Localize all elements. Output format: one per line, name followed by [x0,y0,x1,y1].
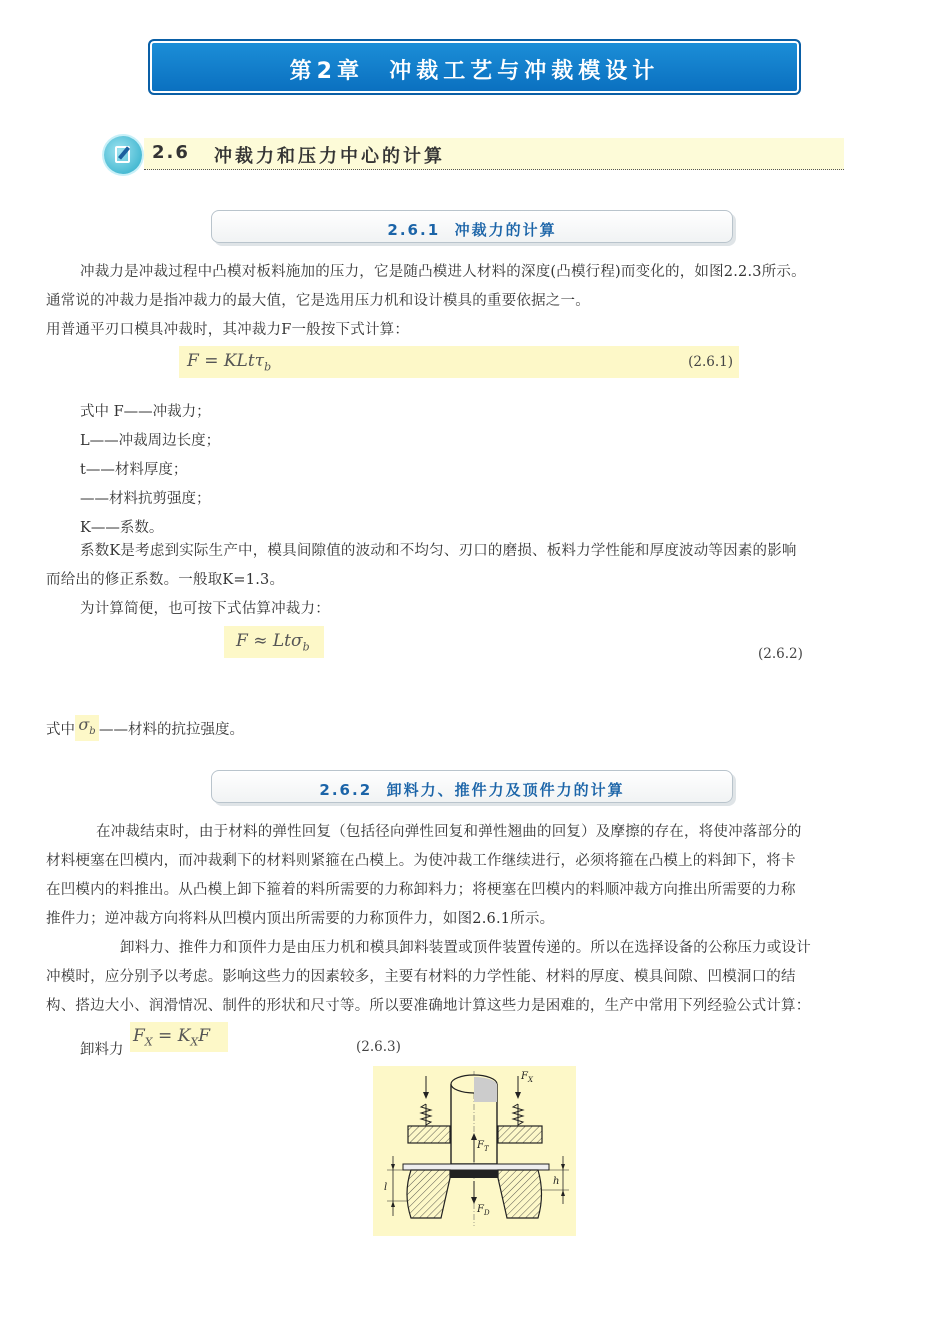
formula-label: 卸料力 [80,1042,124,1058]
paragraph: 在冲裁结束时，由于材料的弹性回复（包括径向弹性回复和弹性翘曲的回复）及摩擦的存在，将使冲落部分的 [96,824,802,840]
paragraph: 为计算简便，也可按下式估算冲裁力： [80,601,330,617]
svg-text:FT: $F_T$ [477,1140,489,1153]
subsection-title: 2.6.2 卸料力、推件力及顶件力的计算 [319,781,625,799]
svg-text:h: h [553,1176,560,1187]
chapter-title: 第2章 冲裁工艺与冲裁模设计 [289,59,660,84]
paragraph: 冲模时，应分别予以考虑。影响这些力的因素较多，主要有材料的力学性能、材料的厚度、模具间隙、凹模洞口的结 [46,969,796,985]
punch-die-force-figure [373,1066,576,1236]
subsection-header-2-6-2 [211,770,733,803]
definition-line: K——系数。 [80,520,164,536]
equation-number: (2.6.1) [688,354,733,370]
svg-text:FX: $F_X$ [521,1071,533,1084]
formula-box-2-6-3 [130,1022,228,1052]
paragraph: 构、搭边大小、润滑情况、制件的形状和尺寸等。所以要准确地计算这些力是困难的，生产中常用下列经验公式计算： [46,998,811,1014]
notepad-pen-icon [104,136,142,174]
section-number: 2.6 [152,142,190,163]
svg-text:FD: $F_D$ [477,1204,490,1217]
paragraph: 而给出的修正系数。一般取K=1.3。 [46,572,285,588]
paragraph: 冲裁力是冲裁过程中凸模对板料施加的压力，它是随凸模进人材料的深度(凸模行程)而变化的，如图2.2.3所示。 [80,264,806,280]
definition-line: L——冲裁周边长度； [80,433,221,449]
paragraph: 在凹模内的料推出。从凸模上卸下箍着的料所需要的力称卸料力；将梗塞在凹模内的料顺冲裁方向推出所需要的力称 [46,882,796,898]
chapter-banner [148,39,801,95]
formula-box-2-6-2 [224,626,324,658]
where-clause: 式中 $\sigma_b$ ——材料的抗拉强度。 [46,715,244,741]
svg-text:l: l [384,1182,388,1193]
formula-2-6-2: F ≈ Ltσ$_b$ [236,631,310,654]
equation-number: (2.6.3) [356,1039,401,1055]
definition-line: 式中 F——冲裁力； [80,404,211,420]
paragraph: 通常说的冲裁力是指冲裁力的最大值，它是选用压力机和设计模具的重要依据之一。 [46,293,590,309]
subsection-title: 2.6.1 冲裁力的计算 [387,221,557,239]
formula-box-2-6-1 [179,346,739,378]
paragraph: 推件力；逆冲裁方向将料从凹模内顶出所需要的力称顶件力，如图2.6.1所示。 [46,911,555,927]
section-header [104,136,844,174]
formula-2-6-1: F = KLtτ$_b$ [187,351,272,374]
sigma-b-symbol: $\sigma_b$ [75,715,99,741]
paragraph: 卸料力、推件力和顶件力是由压力机和模具卸料装置或顶件装置传递的。所以在选择设备的公称压力或设计 [120,940,811,956]
figure-drawing [373,1066,576,1236]
definition-line: t——材料厚度； [80,462,188,478]
subsection-header-2-6-1 [211,210,733,243]
paragraph: 材料梗塞在凹模内，而冲裁剩下的材料则紧箍在凸模上。为使冲裁工作继续进行，必须将箍在凸模上的料卸下，将卡 [46,853,796,869]
formula-2-6-3: $F_X = K_XF$ [133,1026,211,1049]
equation-number: (2.6.2) [758,646,803,662]
definition-line: ——材料抗剪强度； [80,491,211,507]
paragraph: 用普通平刃口模具冲裁时，其冲裁力F一般按下式计算： [46,322,410,338]
section-title: 冲裁力和压力中心的计算 [214,146,445,167]
paragraph: 系数K是考虑到实际生产中，模具间隙值的波动和不均匀、刃口的磨损、板料力学性能和厚度波动等因素的影响 [80,543,797,559]
